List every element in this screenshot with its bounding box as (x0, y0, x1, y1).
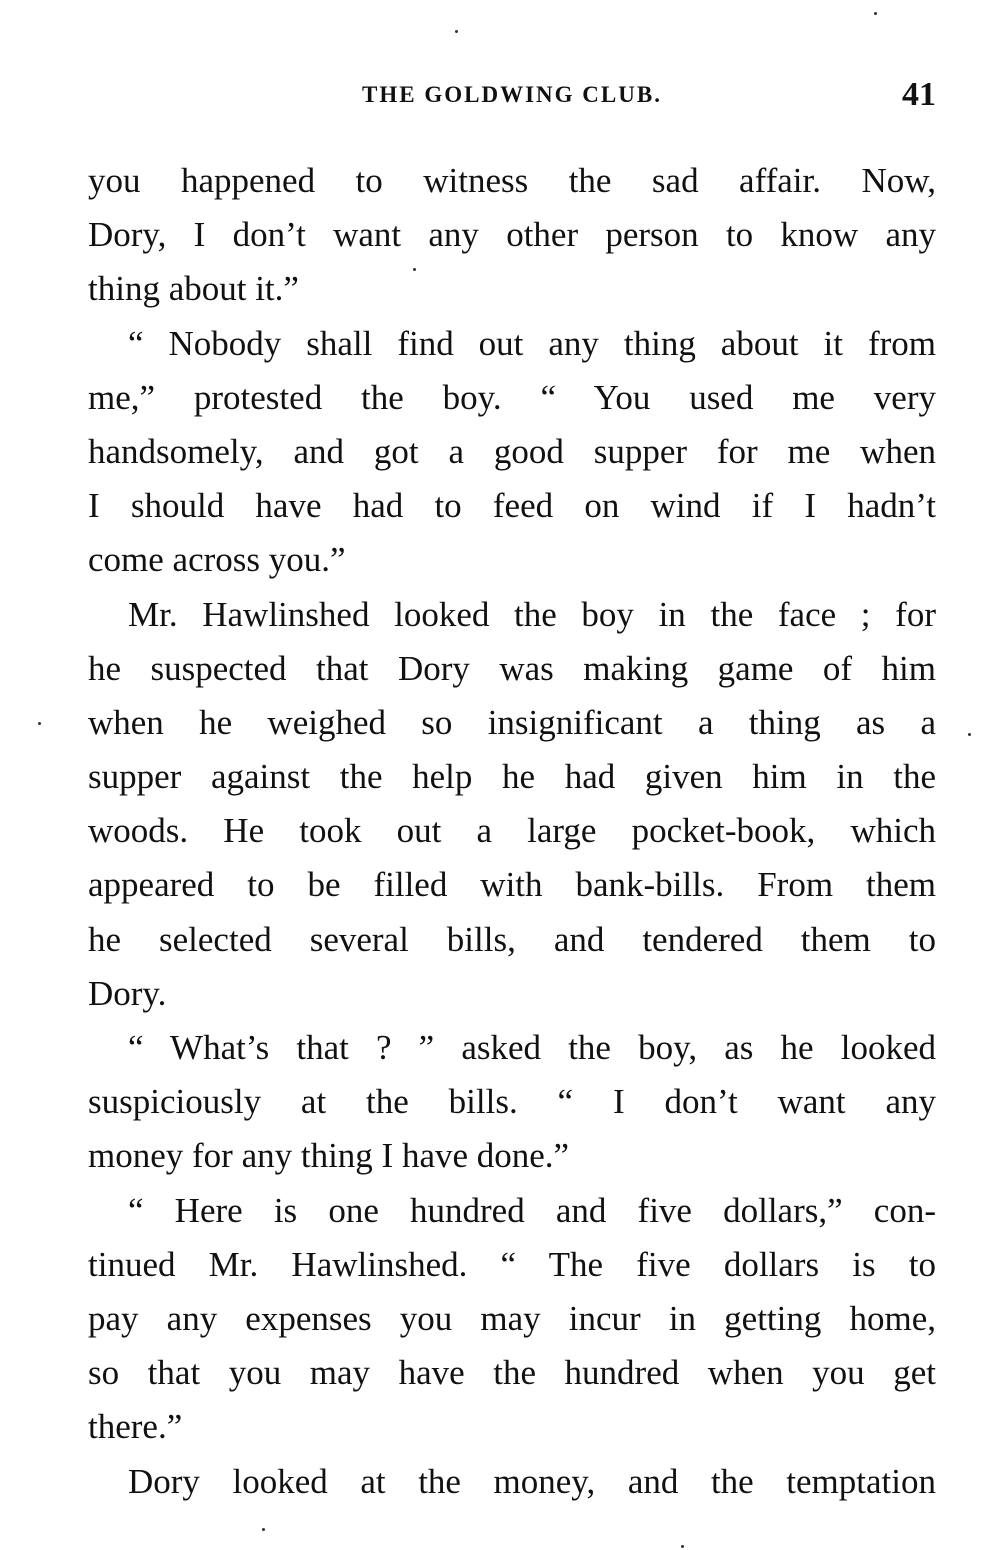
text-line: “ What’s that ? ” asked the boy, as he looked (128, 1028, 936, 1067)
text-line: he selected several bills, and tendered them to (88, 919, 936, 959)
text-line: handsomely, and got a good supper for me when (88, 431, 936, 471)
text-line: he suspected that Dory was making game of him (88, 648, 936, 688)
scan-speck (874, 12, 877, 15)
scan-speck (413, 268, 416, 271)
page-number: 41 (902, 76, 936, 113)
scan-speck (262, 1528, 265, 1531)
text-line: thing about it.” (88, 269, 299, 309)
text-line: Mr. Hawlinshed looked the boy in the face ; for (128, 594, 936, 634)
text-line: me,” protested the boy. “ You used me very (88, 377, 936, 417)
text-line: suspiciously at the bills. “ I don’t want any (88, 1082, 936, 1122)
text-line: appeared to be filled with bank-bills. From them (88, 865, 936, 905)
text-line: Dory. (88, 973, 167, 1013)
text-line: supper against the help he had given him in the (88, 757, 936, 797)
text-line: there.” (88, 1407, 183, 1447)
body-text (88, 154, 936, 1509)
text-line: “ Here is one hundred and five dollars,” con- (128, 1190, 936, 1230)
scan-speck (968, 733, 971, 736)
text-line: money for any thing I have done.” (88, 1136, 570, 1176)
text-line: when he weighed so insignificant a thing as a (88, 702, 936, 742)
text-line: Dory looked at the money, and the temptation (128, 1461, 936, 1501)
text-line: pay any expenses you may incur in getting home, (88, 1298, 936, 1338)
text-line: so that you may have the hundred when you get (88, 1353, 936, 1393)
text-line: “ Nobody shall find out any thing about it from (128, 323, 936, 363)
running-title: THE GOLDWING CLUB. (362, 82, 662, 107)
text-line: you happened to witness the sad affair. Now, (88, 161, 936, 200)
scan-speck (681, 1545, 684, 1548)
text-line: I should have had to feed on wind if I hadn’t (88, 486, 936, 526)
text-line: Dory, I don’t want any other person to know any (88, 215, 936, 255)
scan-speck (455, 30, 458, 33)
text-line: woods. He took out a large pocket-book, which (88, 811, 936, 851)
text-line: come across you.” (88, 540, 346, 580)
text-line: tinued Mr. Hawlinshed. “ The five dollars is to (88, 1244, 936, 1284)
running-head (88, 76, 936, 116)
scan-speck (38, 722, 41, 725)
